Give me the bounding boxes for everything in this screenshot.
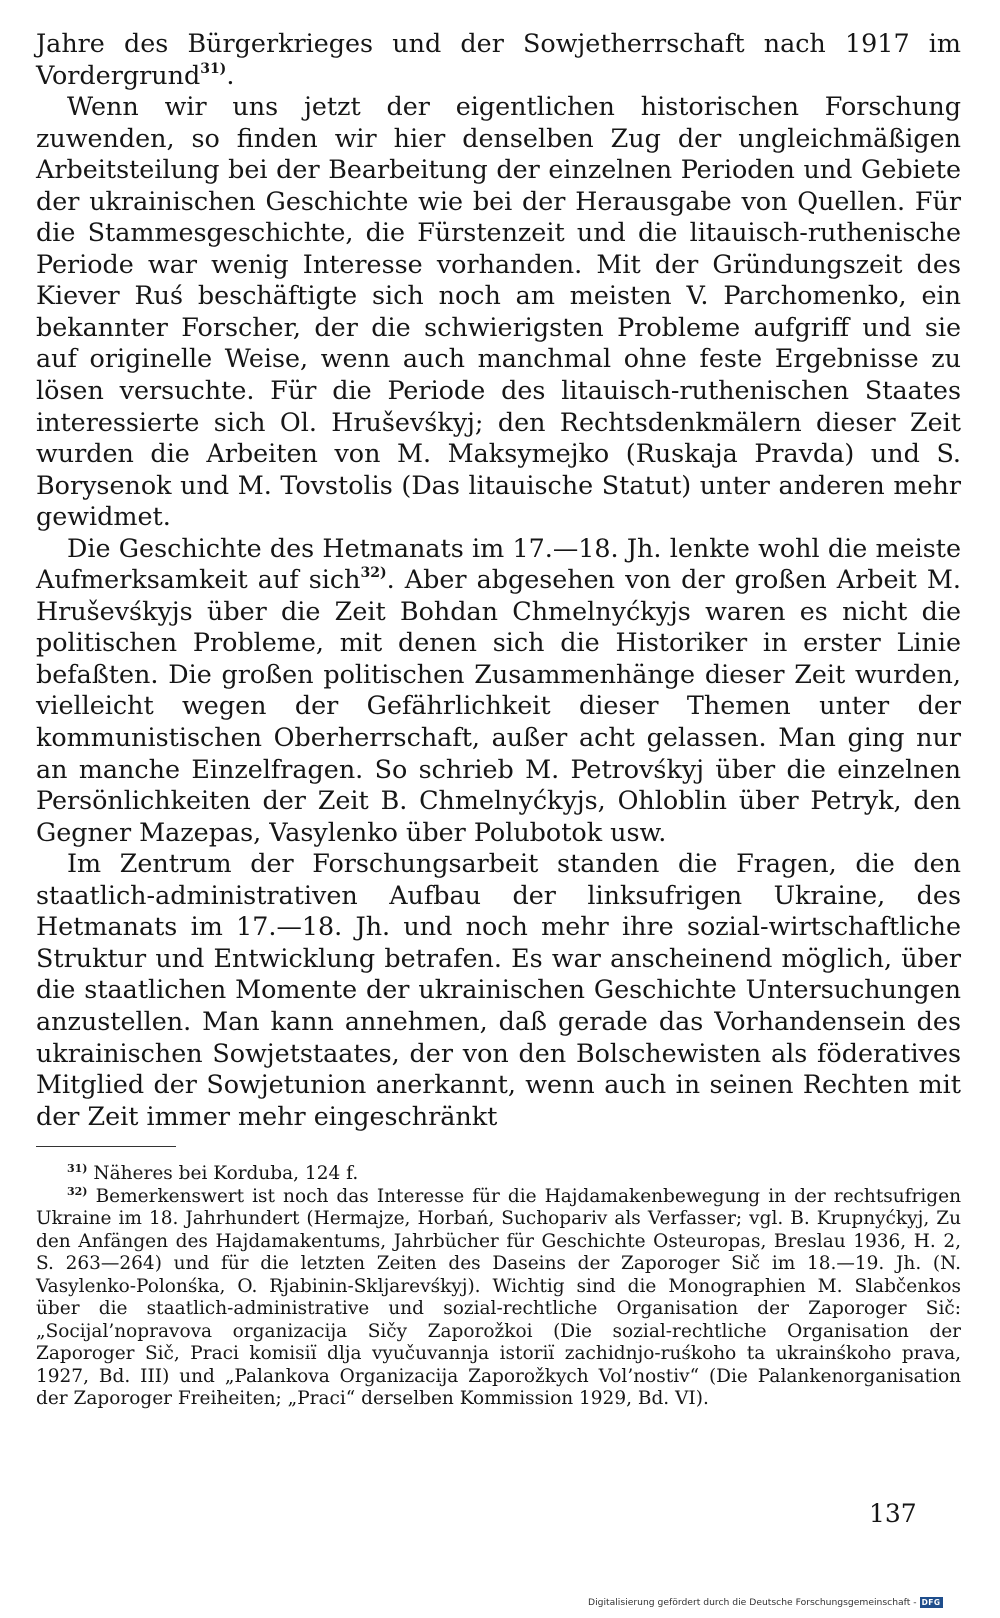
paragraph-3 <box>36 533 961 848</box>
paragraph-1-text: Jahre des Bürgerkrieges und der Sowjetherrschaft nach 1917 im Vordergrund <box>36 28 961 90</box>
footnote-32 <box>36 1186 961 1411</box>
footnote-31 <box>36 1163 961 1186</box>
footnote-31-text: Näheres bei Korduba, 124 f. <box>93 1163 359 1184</box>
main-text <box>36 28 961 1132</box>
paragraph-3-rest: . Aber abgesehen von der großen Arbeit M. Hruševśkyjs über die Zeit Bohdan Chmelnyćkyjs waren es nicht die politischen Probleme, mit denen sich die Historiker in erster Linie befaßten. Die großen politischen Zusammenhänge dieser Zeit wurden, vielleicht wegen der Gefährlichkeit dieser Themen unter der kommunistischen Oberherrschaft, außer acht gelassen. Man ging nur an manche Einzelfragen. So schrieb M. Petrovśkyj über die einzelnen Persönlichkeiten der Zeit B. Chmelnyćkyjs, Ohloblin über Petryk, den Gegner Mazepas, Vasylenko über Polubotok usw. <box>36 564 961 847</box>
footnote-32-marker: 32) <box>67 1184 88 1198</box>
footnote-divider <box>36 1146 176 1147</box>
dfg-logo: DFG <box>921 1598 941 1607</box>
footnote-31-marker: 31) <box>67 1162 88 1175</box>
footnote-ref-32: 32) <box>360 565 387 582</box>
page-number: 137 <box>869 1499 917 1528</box>
page-body <box>36 28 961 1132</box>
credit-text: Digitalisierung gefördert durch die Deutsche Forschungsgemeinschaft - <box>588 1597 917 1608</box>
paragraph-1-end: . <box>226 59 235 90</box>
paragraph-3-text: Die Geschichte des Hetmanats im 17.—18. Jh. lenkte wohl die meiste Aufmerksamkeit auf sich <box>36 532 961 595</box>
footnotes <box>36 1163 961 1411</box>
footnote-ref-31: 31) <box>200 60 227 77</box>
paragraph-2: Wenn wir uns jetzt der eigentlichen historischen Forschung zuwenden, so finden wir hier denselben Zug der ungleichmäßigen Arbeitsteilung bei der Bearbeitung der einzelnen Perioden und Gebiete der ukrainischen Geschichte wie bei der Herausgabe von Quellen. Für die Stammesgeschichte, die Fürstenzeit und die litauisch-ruthenische Periode war wenig Interesse vorhanden. Mit der Gründungszeit des Kiever Ruś beschäftigte sich noch am meisten V. Parchomenko, ein bekannter Forscher, der die schwierigsten Probleme aufgriff und sie auf originelle Weise, wenn auch manchmal ohne feste Ergebnisse zu lösen versuchte. Für die Periode des litauisch-ruthenischen Staates interessierte sich Ol. Hruševśkyj; den Rechtsdenkmälern dieser Zeit wurden die Arbeiten von M. Maksymejko (Ruskaja Pravda) und S. Borysenok und M. Tovstolis (Das litauische Statut) unter anderen mehr gewidmet. <box>36 91 961 532</box>
paragraph-4: Im Zentrum der Forschungsarbeit standen die Fragen, die den staatlich-administrativen Aufbau der linksufrigen Ukraine, des Hetmanats im 17.—18. Jh. und noch mehr ihre sozial-wirtschaftliche Struktur und Entwicklung betrafen. Es war anscheinend möglich, über die staatlichen Momente der ukrainischen Geschichte Untersuchungen anzustellen. Man kann annehmen, daß gerade das Vorhandensein des ukrainischen Sowjetstaates, der von den Bolschewisten als föderatives Mitglied der Sowjetunion anerkannt, wenn auch in seinen Rechten mit der Zeit immer mehr eingeschränkt <box>36 848 961 1131</box>
paragraph-1 <box>36 28 961 91</box>
digitization-credit <box>588 1597 943 1608</box>
footnote-32-text: Bemerkenswert ist noch das Interesse für die Hajdamakenbewegung in der rechtsufrigen Ukraine im 18. Jahrhundert (Hermajze, Horbań, Suchopariv als Verfasser; vgl. B. Krupnyćkyj, Zu den Anfängen des Hajdamakentums, Jahrbücher für Geschichte Osteuropas, Breslau 1936, H. 2, S. 263—264) und für die letzten Zeiten des Daseins der Zaporoger Sič im 18.—19. Jh. (N. Vasylenko-Polonśka, O. Rjabinin-Skljarevśkyj). Wichtig sind die Monographien M. Slabčenkos über die staatlich-administrative und sozial-rechtliche Organisation der Zaporoger Sič: „Socijal’nopravova organizacija Sičy Zaporožkoi (Die sozial-rechtliche Organisation der Zaporoger Sič, Praci komisiï dlja vyučuvannja istoriï zachidnjo-ruśkoho ta ukrainśkoho prava, 1927, Bd. III) und „Palankova Organizacija Zaporožkych Vol’nostiv“ (Die Palankenorganisation der Zaporoger Freiheiten; „Praci“ derselben Kommission 1929, Bd. VI). <box>36 1185 961 1409</box>
